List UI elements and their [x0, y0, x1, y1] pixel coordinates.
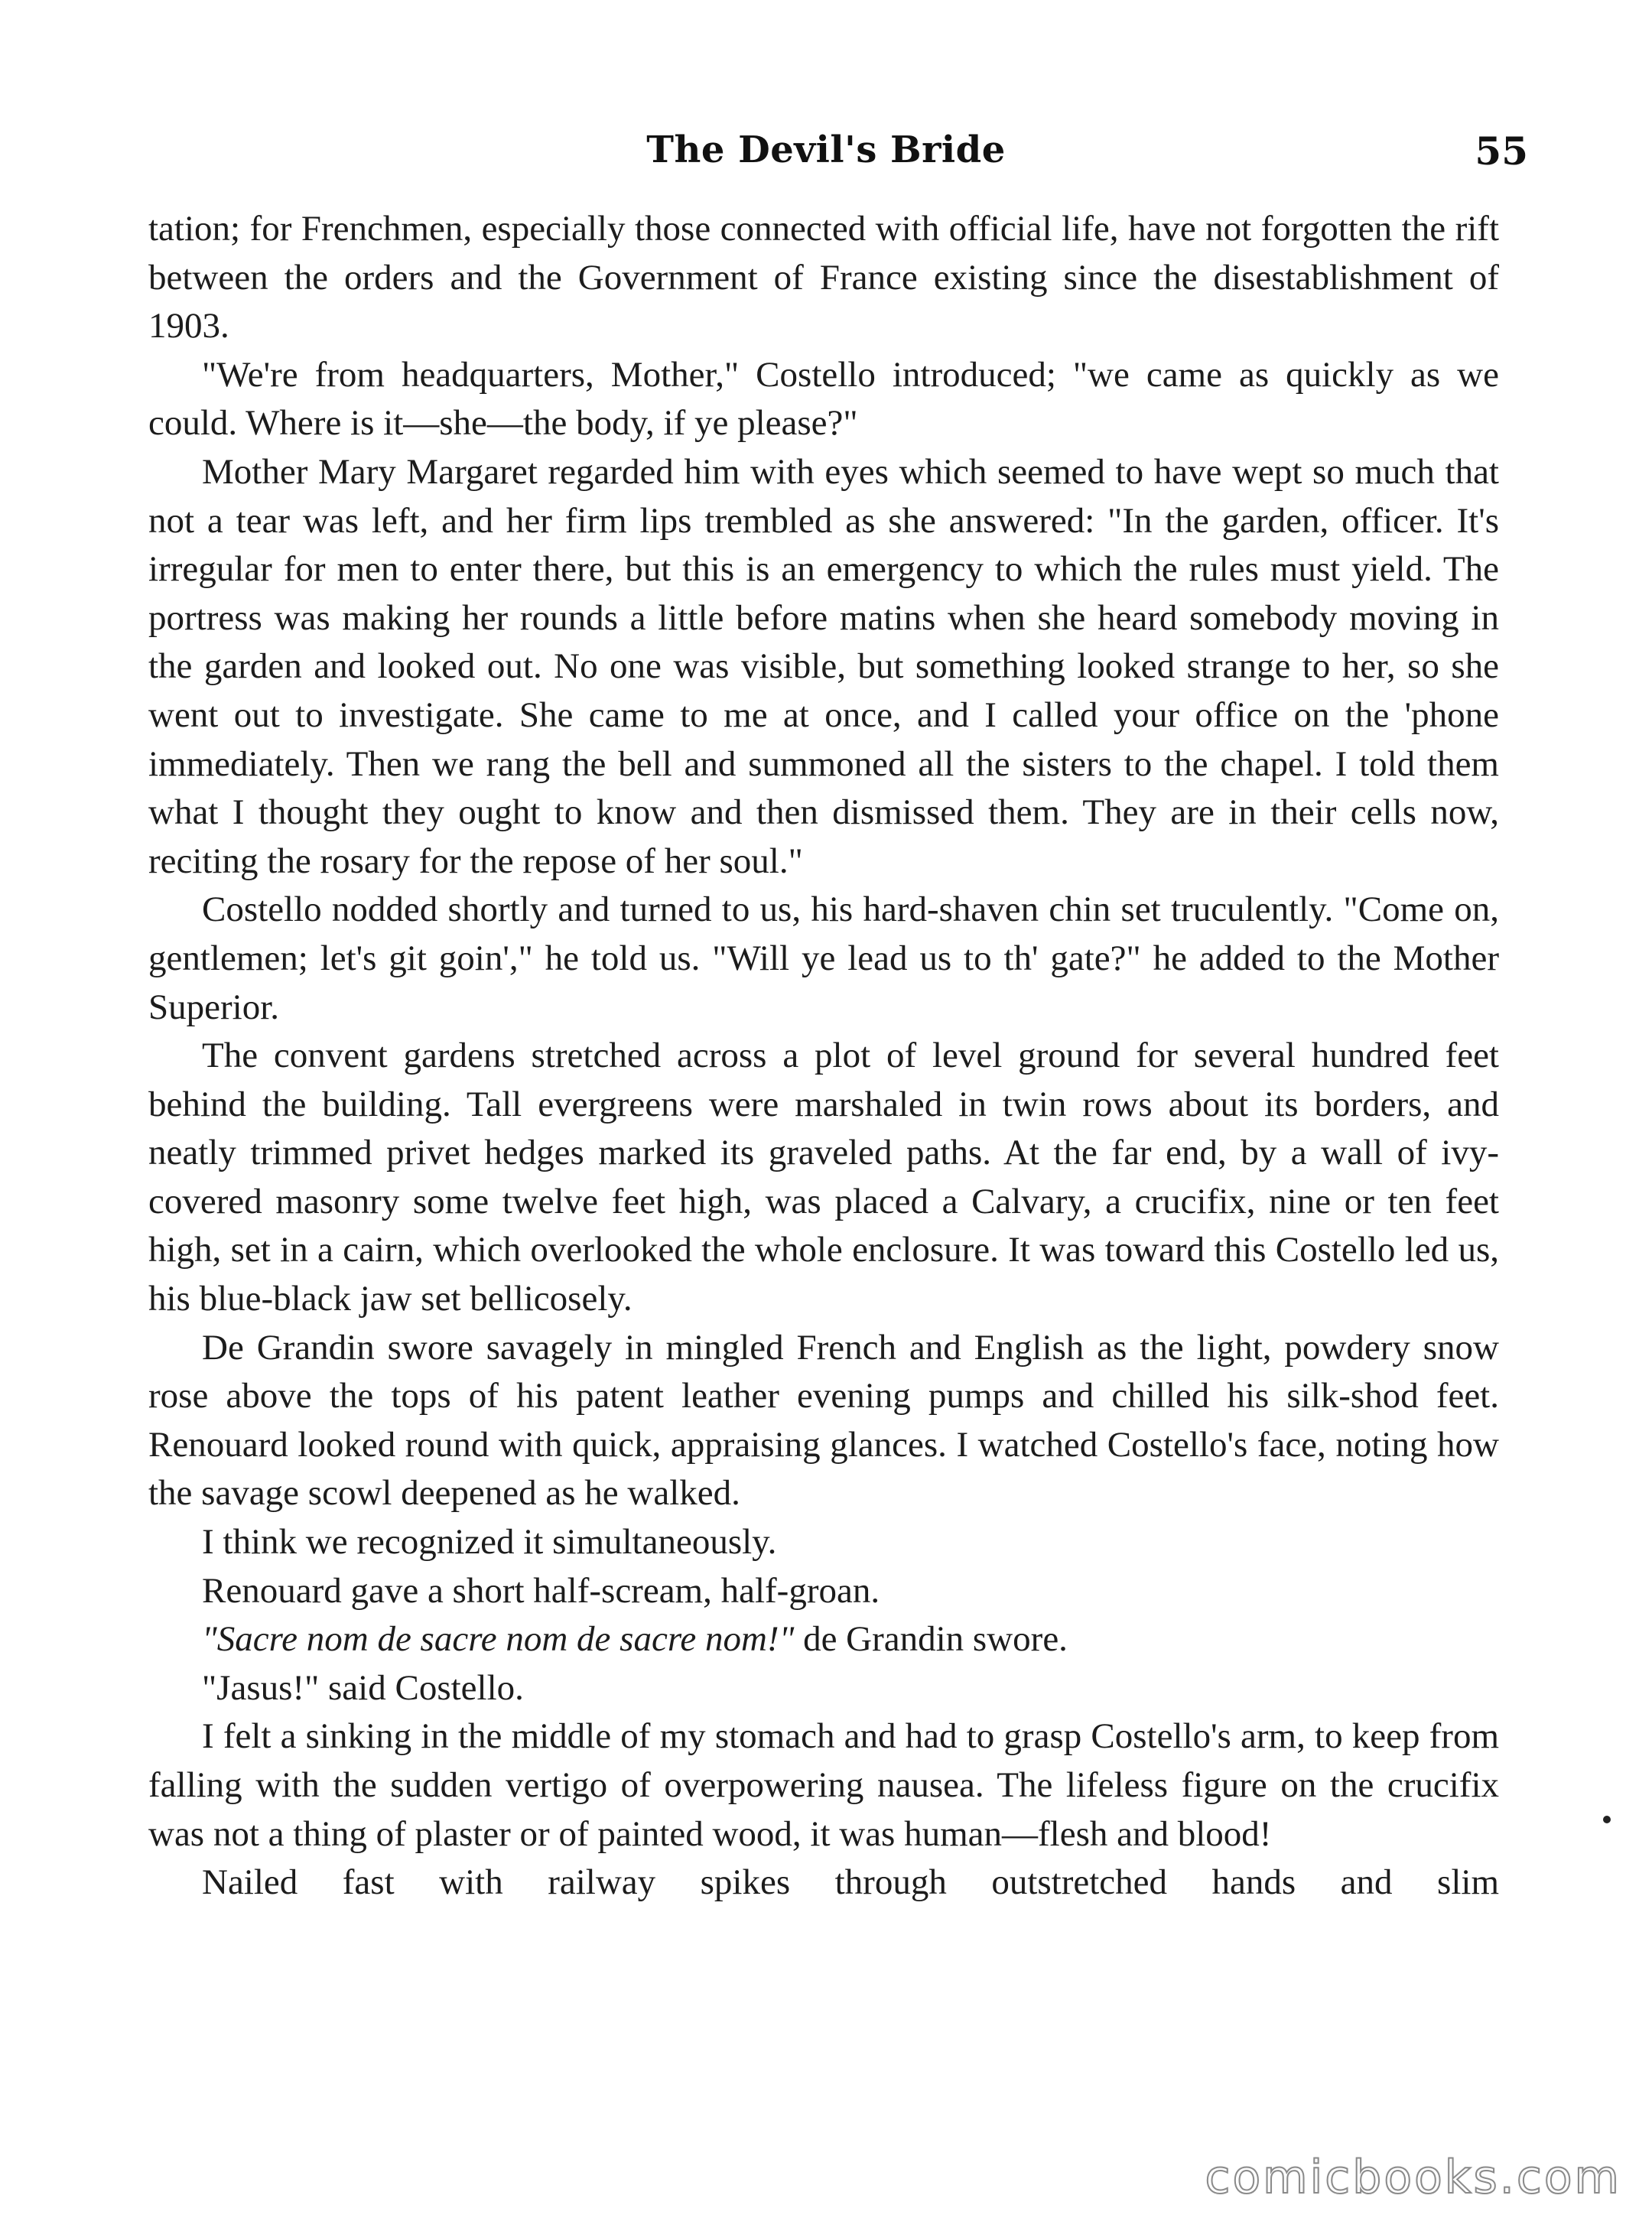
paragraph: Nailed fast with railway spikes through outstretched hands and slim [202, 1862, 1499, 1903]
paragraph: tation; for Frenchmen, especially those connected with official life, have not forgotten the rift between the orders and the Government of France existing since the disestablishment of 1903. [148, 209, 1499, 346]
body-text [148, 205, 1499, 1907]
watermark: comicbooks.com [1205, 2151, 1621, 2204]
paragraph: Costello nodded shortly and turned to us, his hard-shaven chin set truculently. "Come on, gentlemen; let's git goin'," he told us. "Will ye lead us to th' gate?" he added to the Mother Superior. [148, 889, 1499, 1027]
exclamation-tail: de Grandin swore. [794, 1619, 1068, 1660]
paragraph: "We're from headquarters, Mother," Costello introduced; "we came as quickly as we could. Where is it—she—the body, if ye please?" [148, 354, 1499, 444]
paragraph: I felt a sinking in the middle of my stomach and had to grasp Costello's arm, to keep from falling with the sudden vertigo of overpowering nausea. The lifeless figure on the crucifix was not a thing of plaster or of painted wood, it was human—flesh and blood! [148, 1716, 1499, 1854]
paragraph-exclamation [148, 1615, 1499, 1664]
italic-exclamation: "Sacre nom de sacre nom de sacre nom!" [202, 1619, 795, 1660]
print-speck [1603, 1816, 1611, 1823]
paragraph: Renouard gave a short half-scream, half-groan. [202, 1570, 880, 1611]
paragraph: Mother Mary Margaret regarded him with eyes which seemed to have wept so much that not a tear was left, and her firm lips trembled as she answered: "In the garden, officer. It's irregular for men to enter there, but this is an emergency to which the rules must yield. The portress was making her rounds a little before matins when she heard somebody moving in the garden and looked out. No one was visible, but something looked strange to her, so she went out to investigate. She came to me at once, and I called your office on the 'phone immediately. Then we rang the bell and summoned all the sisters to the chapel. I told them what I thought they ought to know and then dismissed them. They are in their cells now, reciting the rosary for the repose of her soul." [148, 451, 1499, 881]
paragraph: "Jasus!" said Costello. [202, 1667, 524, 1708]
paragraph: I think we recognized it simultaneously. [202, 1522, 777, 1563]
running-header-title: The Devil's Bride [646, 128, 1006, 171]
paragraph: The convent gardens stretched across a plot of level ground for several hundred feet behind the building. Tall evergreens were marshaled in twin rows about its borders, and neatly trimmed privet hedges marked its graveled paths. At the far end, by a wall of ivy-covered masonry some twelve feet high, was placed a Calvary, a crucifix, nine or ten feet high, set in a cairn, which overlooked the whole enclosure. It was toward this Costello led us, his blue-black jaw set bellicosely. [148, 1036, 1499, 1319]
page-number: 55 [1475, 128, 1528, 174]
paragraph: De Grandin swore savagely in mingled French and English as the light, powdery snow rose above the tops of his patent leather evening pumps and chilled his silk-shod feet. Renouard looked round with quick, appraising glances. I watched Costello's face, noting how the savage scowl deepened as he walked. [148, 1327, 1499, 1514]
